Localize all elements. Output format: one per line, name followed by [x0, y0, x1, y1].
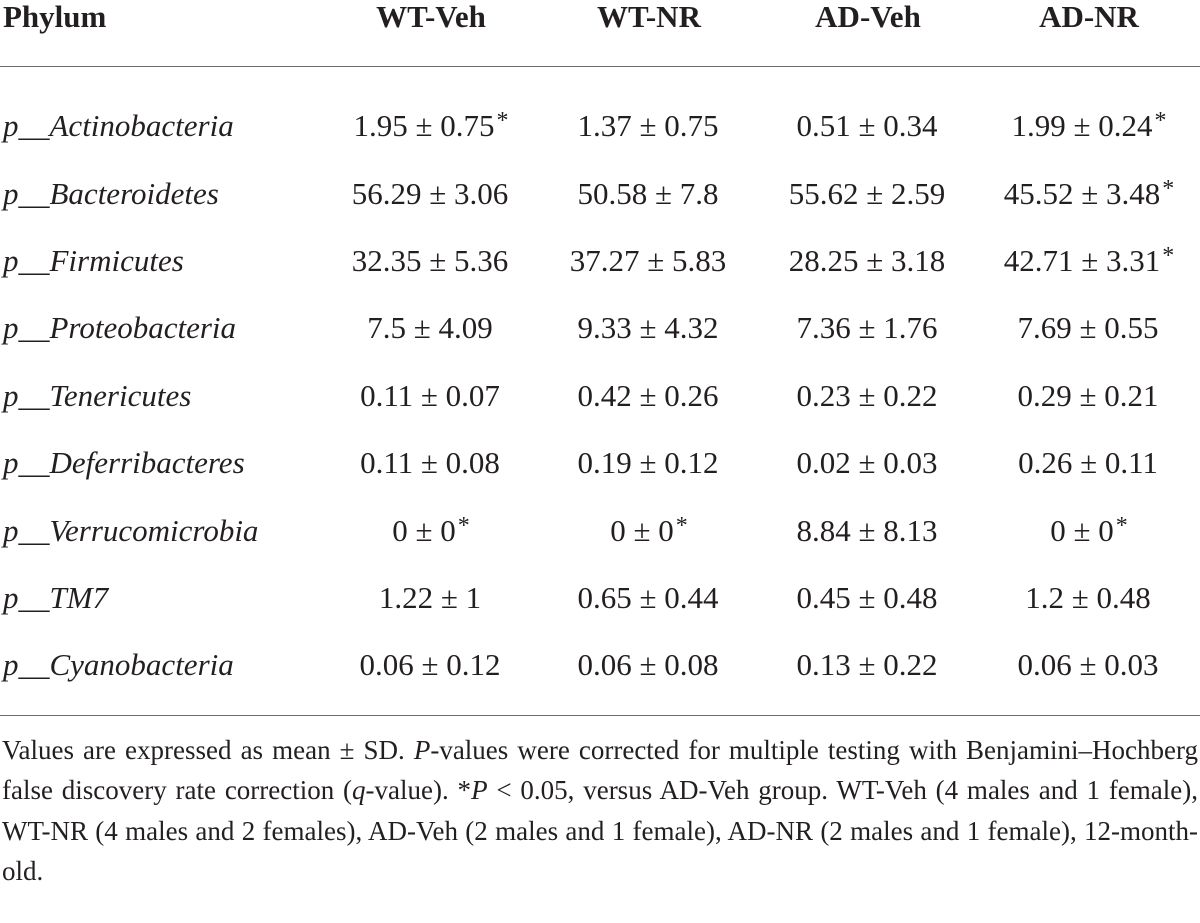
table-header-row [0, 0, 1200, 67]
value-cell [322, 227, 540, 294]
footnote-text-1: Values are expressed as mean ± SD. [2, 734, 414, 765]
footnote-italic-p: P [413, 734, 431, 765]
mean-sd-value: 56.29 ± 3.06 [351, 175, 509, 211]
value-cell [322, 160, 540, 227]
table-row [0, 295, 1200, 362]
value-cell [540, 67, 758, 161]
mean-sd-value: 45.52 ± 3.48 [1003, 175, 1161, 211]
significance-marker: * [1162, 175, 1175, 202]
value-cell [978, 362, 1200, 429]
mean-sd-value: 0.51 ± 0.34 [796, 107, 938, 143]
footnote-text-3: -value). * [365, 775, 472, 806]
mean-sd-value: 9.33 ± 4.32 [577, 310, 719, 346]
mean-sd-value: 0.02 ± 0.03 [796, 445, 938, 481]
footnote-italic-p2: P [471, 775, 488, 806]
value-cell [758, 430, 978, 497]
value-cell [758, 67, 978, 161]
table-row [0, 564, 1200, 631]
mean-sd-value: 32.35 ± 5.36 [351, 243, 509, 279]
value-cell [978, 497, 1200, 564]
mean-sd-value: 37.27 ± 5.83 [569, 243, 727, 279]
table-footnote [0, 716, 1200, 892]
value-cell [540, 497, 758, 564]
value-cell [322, 632, 540, 715]
phylum-name-cell: p__Cyanobacteria [3, 647, 234, 683]
value-cell [540, 227, 758, 294]
value-cell [322, 362, 540, 429]
mean-sd-value: 0.06 ± 0.12 [359, 647, 501, 683]
value-cell [978, 564, 1200, 631]
table-row [0, 430, 1200, 497]
mean-sd-value: 1.95 ± 0.75 [353, 107, 495, 143]
mean-sd-value: 0.13 ± 0.22 [796, 647, 938, 683]
significance-marker: * [1115, 512, 1128, 539]
value-cell [540, 362, 758, 429]
mean-sd-value: 0.06 ± 0.08 [577, 647, 719, 683]
phylum-name-cell: p__Deferribacteres [3, 445, 245, 481]
footnote-italic-q: q [352, 775, 366, 806]
value-cell [978, 295, 1200, 362]
value-cell [322, 295, 540, 362]
phylum-name-cell: p__Tenericutes [3, 377, 192, 413]
mean-sd-value: 8.84 ± 8.13 [796, 512, 938, 548]
mean-sd-value: 0.45 ± 0.48 [796, 580, 938, 616]
mean-sd-value: 55.62 ± 2.59 [788, 175, 946, 211]
value-cell [978, 227, 1200, 294]
value-cell [978, 430, 1200, 497]
header-ad-veh: AD-Veh [815, 0, 921, 34]
mean-sd-value: 0.11 ± 0.08 [360, 445, 500, 481]
phylum-name-cell: p__Bacteroidetes [3, 175, 219, 211]
value-cell [758, 295, 978, 362]
value-cell [758, 160, 978, 227]
header-wt-nr: WT-NR [597, 0, 701, 34]
value-cell [322, 430, 540, 497]
mean-sd-value: 1.2 ± 0.48 [1025, 580, 1151, 616]
phylum-name-cell: p__Actinobacteria [3, 107, 234, 143]
value-cell [978, 632, 1200, 715]
table-row [0, 362, 1200, 429]
significance-marker: * [496, 107, 509, 134]
value-cell [540, 430, 758, 497]
table-row [0, 632, 1200, 715]
value-cell [758, 227, 978, 294]
mean-sd-value: 7.5 ± 4.09 [367, 310, 493, 346]
phylum-name-cell: p__TM7 [3, 580, 109, 616]
value-cell [540, 564, 758, 631]
mean-sd-value: 28.25 ± 3.18 [788, 243, 946, 279]
mean-sd-value: 50.58 ± 7.8 [577, 175, 719, 211]
header-ad-nr: AD-NR [1039, 0, 1139, 34]
value-cell [322, 564, 540, 631]
footnote-text-4: < 0.05, versus AD-Veh group. WT-Veh (4 males and 1 female), WT-NR (4 males and 2 females), AD-Veh (2 males and 1 female), AD-NR (2 males and 1 female), 12-month-old. [2, 775, 1199, 887]
table-row [0, 497, 1200, 564]
table-row [0, 227, 1200, 294]
significance-marker: * [457, 512, 470, 539]
mean-sd-value: 0.29 ± 0.21 [1017, 377, 1159, 413]
value-cell [540, 632, 758, 715]
mean-sd-value: 0.26 ± 0.11 [1018, 445, 1158, 481]
value-cell [758, 564, 978, 631]
mean-sd-value: 0.23 ± 0.22 [796, 377, 938, 413]
significance-marker: * [1154, 107, 1167, 134]
table-row [0, 160, 1200, 227]
value-cell [758, 632, 978, 715]
value-cell [540, 295, 758, 362]
footnote-text-2: -values were corrected for multiple testing with Benjamini–Hochberg false discovery rate correction ( [2, 734, 1198, 806]
mean-sd-value: 1.37 ± 0.75 [577, 107, 719, 143]
significance-marker: * [675, 512, 688, 539]
mean-sd-value: 0.11 ± 0.07 [360, 377, 500, 413]
significance-marker: * [1162, 243, 1175, 270]
mean-sd-value: 42.71 ± 3.31 [1003, 243, 1161, 279]
mean-sd-value: 0.19 ± 0.12 [577, 445, 719, 481]
mean-sd-value: 0.06 ± 0.03 [1017, 647, 1159, 683]
mean-sd-value: 1.22 ± 1 [378, 580, 482, 616]
mean-sd-value: 7.36 ± 1.76 [796, 310, 938, 346]
mean-sd-value: 0 ± 0 [1050, 512, 1114, 548]
value-cell [540, 160, 758, 227]
mean-sd-value: 0 ± 0 [392, 512, 456, 548]
value-cell [758, 497, 978, 564]
mean-sd-value: 1.99 ± 0.24 [1011, 107, 1153, 143]
value-cell [322, 497, 540, 564]
phylum-name-cell: p__Proteobacteria [3, 310, 237, 346]
table-row [0, 67, 1200, 161]
mean-sd-value: 0.42 ± 0.26 [577, 377, 719, 413]
header-wt-veh: WT-Veh [376, 0, 486, 34]
value-cell [758, 362, 978, 429]
value-cell [978, 67, 1200, 161]
value-cell [978, 160, 1200, 227]
phylum-name-cell: p__Verrucomicrobia [3, 512, 259, 548]
mean-sd-value: 0.65 ± 0.44 [577, 580, 719, 616]
mean-sd-value: 7.69 ± 0.55 [1017, 310, 1159, 346]
value-cell [322, 67, 540, 161]
header-phylum: Phylum [3, 0, 107, 34]
phylum-name-cell: p__Firmicutes [3, 243, 184, 279]
mean-sd-value: 0 ± 0 [610, 512, 674, 548]
